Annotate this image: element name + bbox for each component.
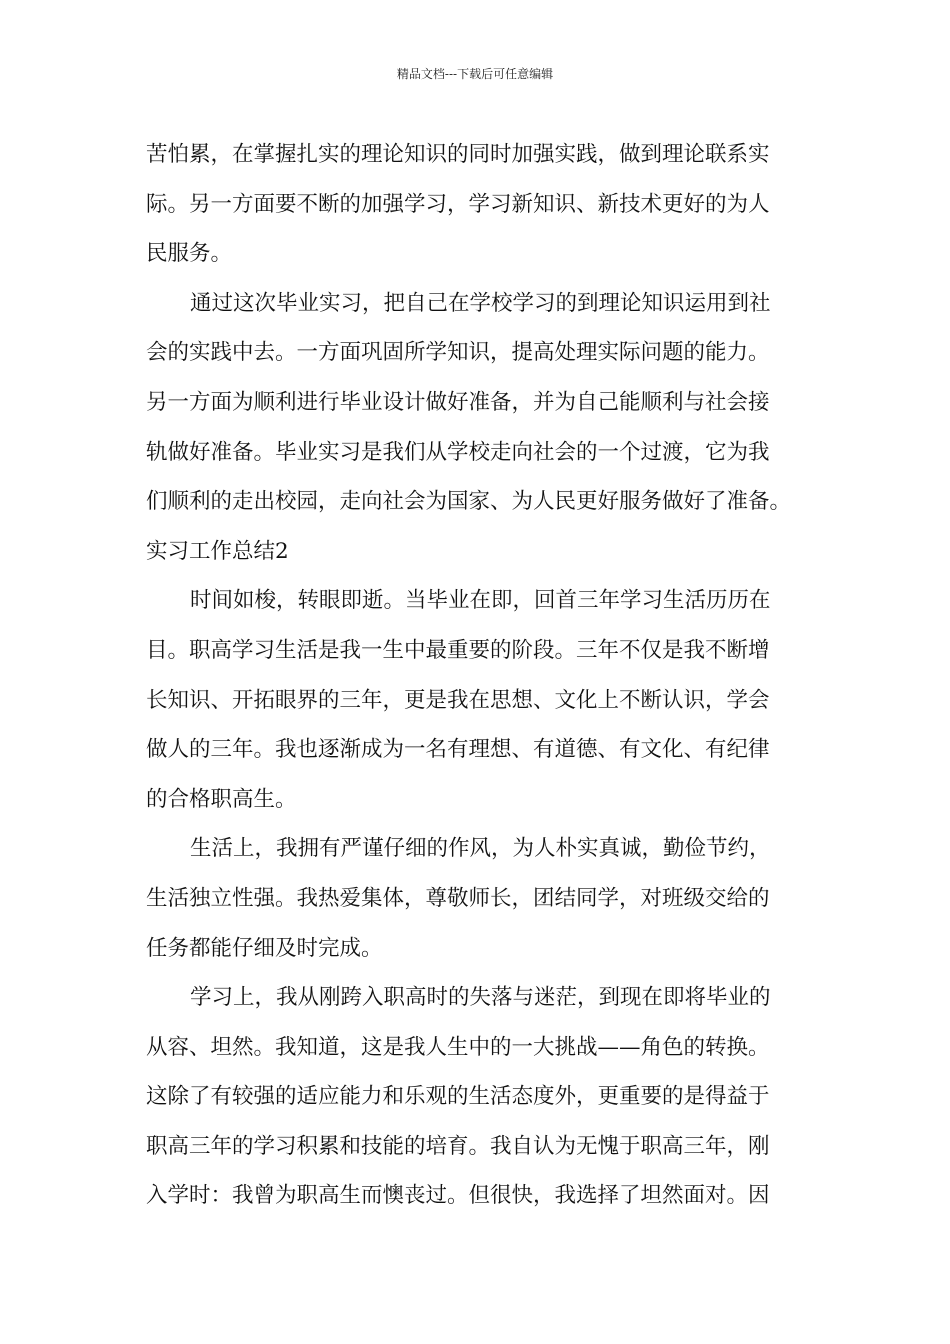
paragraph-start-line: 通过这次毕业实习，把自己在学校学习的到理论知识运用到社 (190, 290, 771, 316)
text-line: 另一方面为顺利进行毕业设计做好准备，并为自己能顺利与社会接 (146, 389, 770, 415)
text-line: 长知识、开拓眼界的三年，更是我在思想、文化上不断认识，学会 (146, 687, 770, 713)
text-line: 生活独立性强。我热爱集体，尊敬师长，团结同学，对班级交给的 (146, 885, 770, 911)
text-line: 职高三年的学习积累和技能的培育。我自认为无愧于职高三年，刚 (146, 1133, 770, 1159)
text-line: 轨做好准备。毕业实习是我们从学校走向社会的一个过渡，它为我 (146, 439, 770, 465)
document-body (146, 130, 826, 1221)
text-line: 们顺利的走出校园，走向社会为国家、为人民更好服务做好了准备。 (146, 489, 792, 515)
page-header: 精品文档---下载后可任意编辑 (396, 67, 554, 81)
text-line: 际。另一方面要不断的加强学习，学习新知识、新技术更好的为人 (146, 191, 770, 217)
text-line: 苦怕累，在掌握扎实的理论知识的同时加强实践，做到理论联系实 (146, 142, 770, 167)
text-line: 从容、坦然。我知道，这是我人生中的一大挑战——角色的转换。 (146, 1034, 770, 1060)
section-heading: 实习工作总结2 (146, 538, 289, 564)
text-line: 做人的三年。我也逐渐成为一名有理想、有道德、有文化、有纪律 (146, 737, 770, 763)
text-line: 目。职高学习生活是我一生中最重要的阶段。三年不仅是我不断增 (146, 637, 770, 663)
paragraph-start-line: 学习上，我从刚跨入职高时的失落与迷茫，到现在即将毕业的 (190, 985, 771, 1011)
text-line: 的合格职高生。 (146, 786, 297, 812)
text-line: 入学时：我曾为职高生而懊丧过。但很快，我选择了坦然面对。因 (146, 1183, 770, 1209)
text-line: 这除了有较强的适应能力和乐观的生活态度外，更重要的是得益于 (146, 1084, 770, 1110)
text-line: 任务都能仔细及时完成。 (146, 935, 383, 961)
paragraph-start-line: 时间如梭，转眼即逝。当毕业在即，回首三年学习生活历历在 (190, 588, 771, 614)
paragraph-start-line: 生活上，我拥有严谨仔细的作风，为人朴实真诚，勤俭节约， (190, 836, 771, 862)
text-line: 会的实践中去。一方面巩固所学知识，提高处理实际问题的能力。 (146, 340, 770, 366)
text-line: 民服务。 (146, 241, 233, 267)
